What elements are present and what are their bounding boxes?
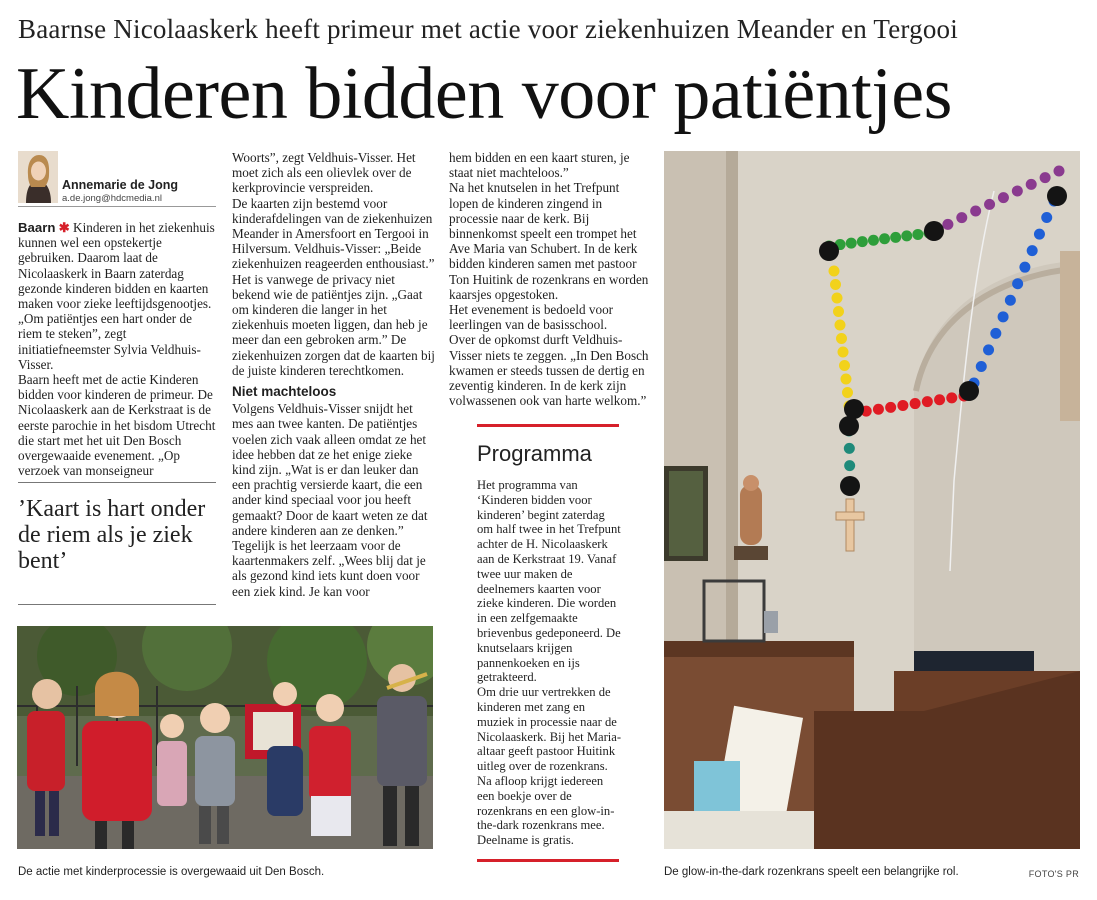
rosary-bead [1005,295,1016,306]
photo-credit: FOTO'S PR [1028,869,1079,879]
paragraph: Om drie uur vertrekken de kinderen met zang en muziek in processie naar de Nicolaaskerk. Bij het Maria-altaar geeft pastoor Huitink uitleg over de rozenkrans. Na afloop krijgt iedereen een boekje over de rozenkrans en een glow-in-the-dark rozenkrans mee. Deelname is gratis. [477,685,622,848]
rosary-large-bead [1047,186,1067,206]
author-divider [18,206,216,207]
asterisk-icon: ✱ [58,220,70,235]
rosary-bead [946,392,957,403]
rosary-bead [857,236,868,247]
rosary-bead [836,333,847,344]
author-name: Annemarie de Jong [62,178,178,192]
paragraph: Tegelijk is het leerzaam voor de kaartenmakers zelf. „Wees blij dat je als gezond kind iets kunt doen voor een ziek kind. Je kan voor [232,538,426,599]
paragraph: Het evenement is bedoeld voor leerlingen van de basisschool. [449,302,614,333]
article-column-1 [18,220,216,478]
rosary-bead [1054,166,1065,177]
paragraph: Het programma van ‘Kinderen bidden voor kinderen’ begint zaterdag om half twee in het Trefpunt achter de H. Nicolaaskerk aan de Kerkstraat 19. Vanaf twee uur maken de deelnemers kaarten voor zieke kinderen. Die worden in een zelfgemaakte brievenbus gedeponeerd. De knutselaars krijgen pannenkoeken en ijs getrakteerd. [477,478,621,685]
rosary-photo [664,151,1080,849]
rosary-bead [1027,245,1038,256]
lead-text: Kinderen in het ziekenhuis kunnen wel een opstekertje gebruiken. Daarom laat de Nicolaaskerk in Baarn zaterdag gezonde kinderen bidden en kaarten maken voor zieke leeftijdsgenootjes. „Om patiëntjes een hart onder de riem te steken”, zegt initiatiefneemster Sylvia Veldhuis-Visser. [18,220,215,372]
rosary-bead [983,344,994,355]
article-column-3 [449,150,649,408]
rosary-bead [839,360,850,371]
paragraph: De kaarten zijn bestemd voor kinderafdelingen van de ziekenhuizen Meander in Amersfoort en Tergooi in Hilversum. Veldhuis-Visser: „Beide ziekenhuizen reageerden enthousiast.” Het is vanwege de privacy niet bekend wie de patiëntjes zijn. „Gaat om kinderen die langer in het ziekenhuis moeten liggen, dan heb je meer dan een gebroken arm.” De ziekenhuizen zorgen dat de kaarten bij de juiste kinderen terechtkomen. [232,195,435,378]
dateline-location: Baarn [18,220,56,235]
rosary-bead [990,328,1001,339]
rosary-bead [970,206,981,217]
kicker: Baarnse Nicolaaskerk heeft primeur met actie voor ziekenhuizen Meander en Tergooi [18,14,958,44]
subheading: Niet machteloos [232,384,337,400]
rosary-bead [910,398,921,409]
rosary-bead [1012,278,1023,289]
paragraph: Woorts”, zegt Veldhuis-Visser. Het moet zich als een olievlek over de kerkprovincie verspreiden. [232,150,416,196]
rosary-bead [890,232,901,243]
rosary-bead [1034,229,1045,240]
rosary-bead [841,374,852,385]
rosary-bead [1019,262,1030,273]
rosary-bead [879,233,890,244]
rosary-bead [885,402,896,413]
photo-caption-right: De glow-in-the-dark rozenkrans speelt een belangrijke rol. [664,866,959,878]
headline: Kinderen bidden voor patiëntjes [16,53,952,135]
lead-paragraph [18,220,216,372]
rosary-bead [842,387,853,398]
programma-top-rule [477,424,619,427]
rosary-bead [901,230,912,241]
rosary-bead [976,361,987,372]
rosary-bead [844,460,855,471]
author-email[interactable]: a.de.jong@hdcmedia.nl [62,193,162,204]
paragraph: hem bidden en een kaart sturen, je staat niet machteloos.” [449,150,630,181]
rosary-bead [1040,172,1051,183]
rosary-bead [984,199,995,210]
paragraph: Baarn heeft met de actie Kinderen bidden voor kinderen de primeur. De Nicolaaskerk aan de Kerkstraat is de eerste parochie in het bisdom Utrecht die start met het uit Den Bosch overgewaaide evenement. „Op verzoek van monseigneur [18,372,216,479]
rosary-bead [873,404,884,415]
rosary-bead [844,443,855,454]
rosary-large-bead [959,381,979,401]
rosary-large-bead [839,416,859,436]
quote-top-rule [18,482,216,483]
paragraph: Na het knutselen in het Trefpunt lopen de kinderen zingend in processie naar de kerk. Bij binnenkomst speelt een trompet het Ave Maria van Schubert. In de kerk bidden kinderen samen met pastoor Ton Huitink de rozenkrans en worden kaarsjes opgestoken. [449,180,649,302]
rosary-large-bead [819,241,839,261]
programma-bottom-rule [477,859,619,862]
rosary-bead [838,347,849,358]
programma-title: Programma [477,441,592,466]
rosary-bead [912,229,923,240]
rosary-bead [1012,186,1023,197]
rosary-bead [832,293,843,304]
rosary-bead [956,212,967,223]
photo-caption-left: De actie met kinderprocessie is overgewaaid uit Den Bosch. [18,866,325,878]
procession-photo [17,626,433,849]
paragraph: Volgens Veldhuis-Visser snijdt het mes aan twee kanten. De patiëntjes voelen zich vaak alleen omdat ze het idee hebben dat ze het enige zieke kind zijn. „Wat is er dan leuker dan een prachtig versierde kaart, die een ander kind speciaal voor jou heeft gemaakt? Door de kaart weten ze dat andere kinderen aan ze denken.” [232,401,428,538]
rosary-bead [942,219,953,230]
rosary-bead [897,400,908,411]
rosary-bead [922,396,933,407]
rosary-bead [829,266,840,277]
rosary-bead [835,320,846,331]
rosary-bead [833,306,844,317]
rosary-bead [846,238,857,249]
rosary-bead [830,279,841,290]
pull-quote: ’Kaart is hart onder de riem als je ziek bent’ [18,496,206,574]
author-photo [18,151,58,203]
paragraph: Over de opkomst durft Veldhuis-Visser niets te zeggen. „In Den Bosch kwamen er steeds tussen de dertig en zeventig kinderen. In de kerk zijn volwassenen ook van harte welkom.” [449,332,649,409]
programma-body [477,478,622,848]
rosary-bead [868,235,879,246]
rosary-bead [998,192,1009,203]
article-column-2 [232,150,436,599]
quote-bottom-rule [18,604,216,605]
rosary-large-bead [924,221,944,241]
rosary-large-bead [844,399,864,419]
rosary-bead [998,311,1009,322]
rosary-bead [1041,212,1052,223]
rosary-bead [1026,179,1037,190]
rosary-bead [934,394,945,405]
rosary-large-bead [840,476,860,496]
